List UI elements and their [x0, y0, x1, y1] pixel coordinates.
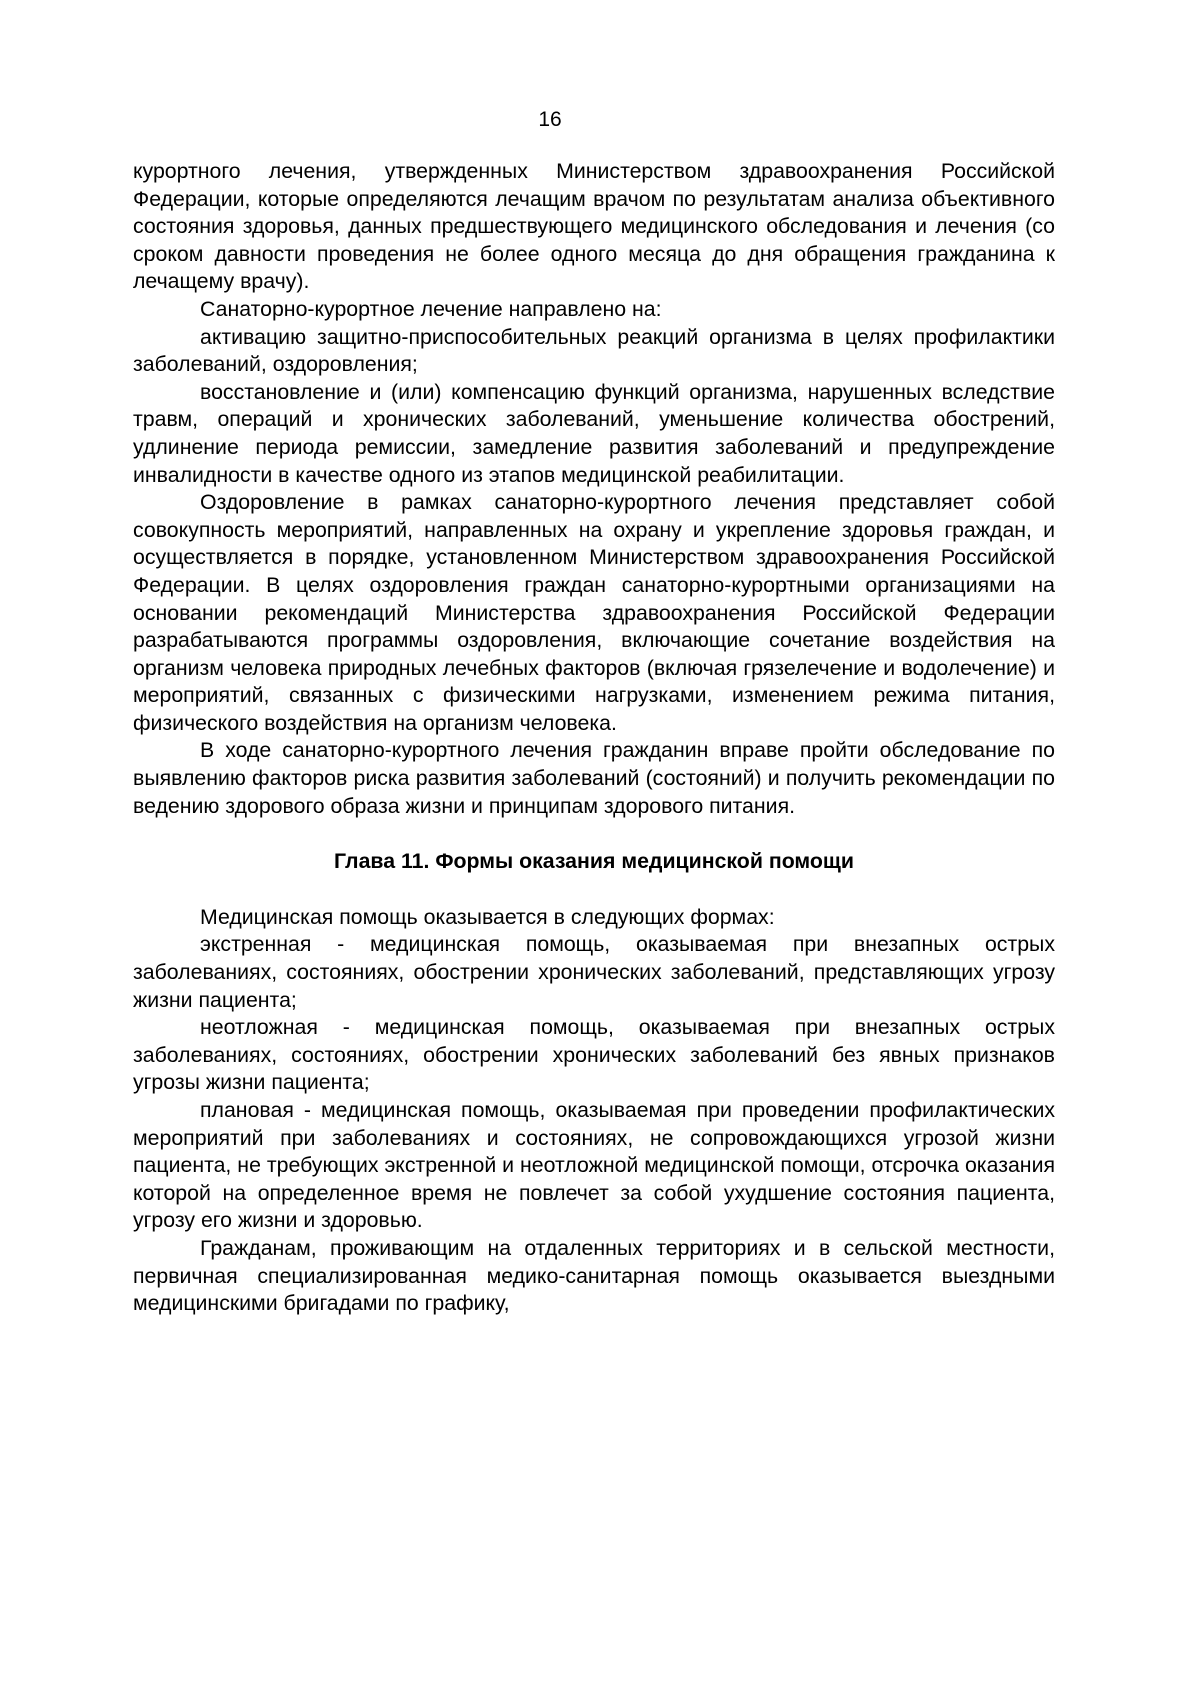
paragraph: плановая - медицинская помощь, оказываемая при проведении профилактических мероприятий при заболеваниях и состояниях, не сопровождающихся угрозой жизни пациента, не требующих экстренной и неотложной медицинской помощи, отсрочка оказания которой на определенное время не повлечет за собой ухудшение состояния пациента, угрозу его жизни и здоровью. — [133, 1098, 1055, 1233]
paragraph: Медицинская помощь оказывается в следующих формах: — [200, 904, 775, 929]
paragraph: активацию защитно-приспособительных реакций организма в целях профилактики заболеваний, оздоровления; — [133, 324, 1055, 377]
page-number: 16 — [538, 108, 562, 131]
paragraph-continuation: курортного лечения, утвержденных Министерством здравоохранения Российской Федерации, которые определяются лечащим врачом по результатам анализа объективного состояния здоровья, данных предшествующего медицинского обследования и лечения (со сроком давности проведения не более одного месяца до дня обращения гражданина к лечащему врачу). — [133, 159, 1055, 294]
paragraph: Санаторно-курортное лечение направлено на: — [200, 296, 662, 321]
paragraph-continues-next-page: Гражданам, проживающим на отдаленных территориях и в сельской местности, первичная специализированная медико-санитарная помощь оказывается выездными медицинскими бригадами по графику, — [133, 1235, 1055, 1316]
paragraph: Оздоровление в рамках санаторно-курортного лечения представляет собой совокупность мероприятий, направленных на охрану и укрепление здоровья граждан, и осуществляется в порядке, установленном Министерством здравоохранения Российской Федерации. В целях оздоровления граждан санаторно-курортными организациями на основании рекомендаций Министерства здравоохранения Российской Федерации разрабатываются программы оздоровления, включающие сочетание воздействия на организм человека природных лечебных факторов (включая грязелечение и водолечение) и мероприятий, связанных с физическими нагрузками, изменением режима питания, физического воздействия на организм человека. — [133, 490, 1055, 735]
section-chapter-11 — [133, 904, 1055, 1318]
paragraph: неотложная - медицинская помощь, оказываемая при внезапных острых заболеваниях, состояниях, обострении хронических заболеваний без явных признаков угрозы жизни пациента; — [133, 1015, 1055, 1095]
paragraph: экстренная - медицинская помощь, оказываемая при внезапных острых заболеваниях, состояниях, обострении хронических заболеваний, представляющих угрозу жизни пациента; — [133, 932, 1055, 1012]
paragraph: восстановление и (или) компенсацию функций организма, нарушенных вследствие травм, операций и хронических заболеваний, уменьшение количества обострений, удлинение периода ремиссии, замедление развития заболеваний и предупреждение инвалидности в качестве одного из этапов медицинской реабилитации. — [133, 379, 1055, 487]
document-body — [133, 158, 1055, 1318]
section-before-chapter — [133, 158, 1055, 820]
paragraph: В ходе санаторно-курортного лечения гражданин вправе пройти обследование по выявлению факторов риска развития заболеваний (состояний) и получить рекомендации по ведению здорового образа жизни и принципам здорового питания. — [133, 738, 1055, 818]
chapter-title: Глава 11. Формы оказания медицинской помощи — [334, 849, 854, 874]
